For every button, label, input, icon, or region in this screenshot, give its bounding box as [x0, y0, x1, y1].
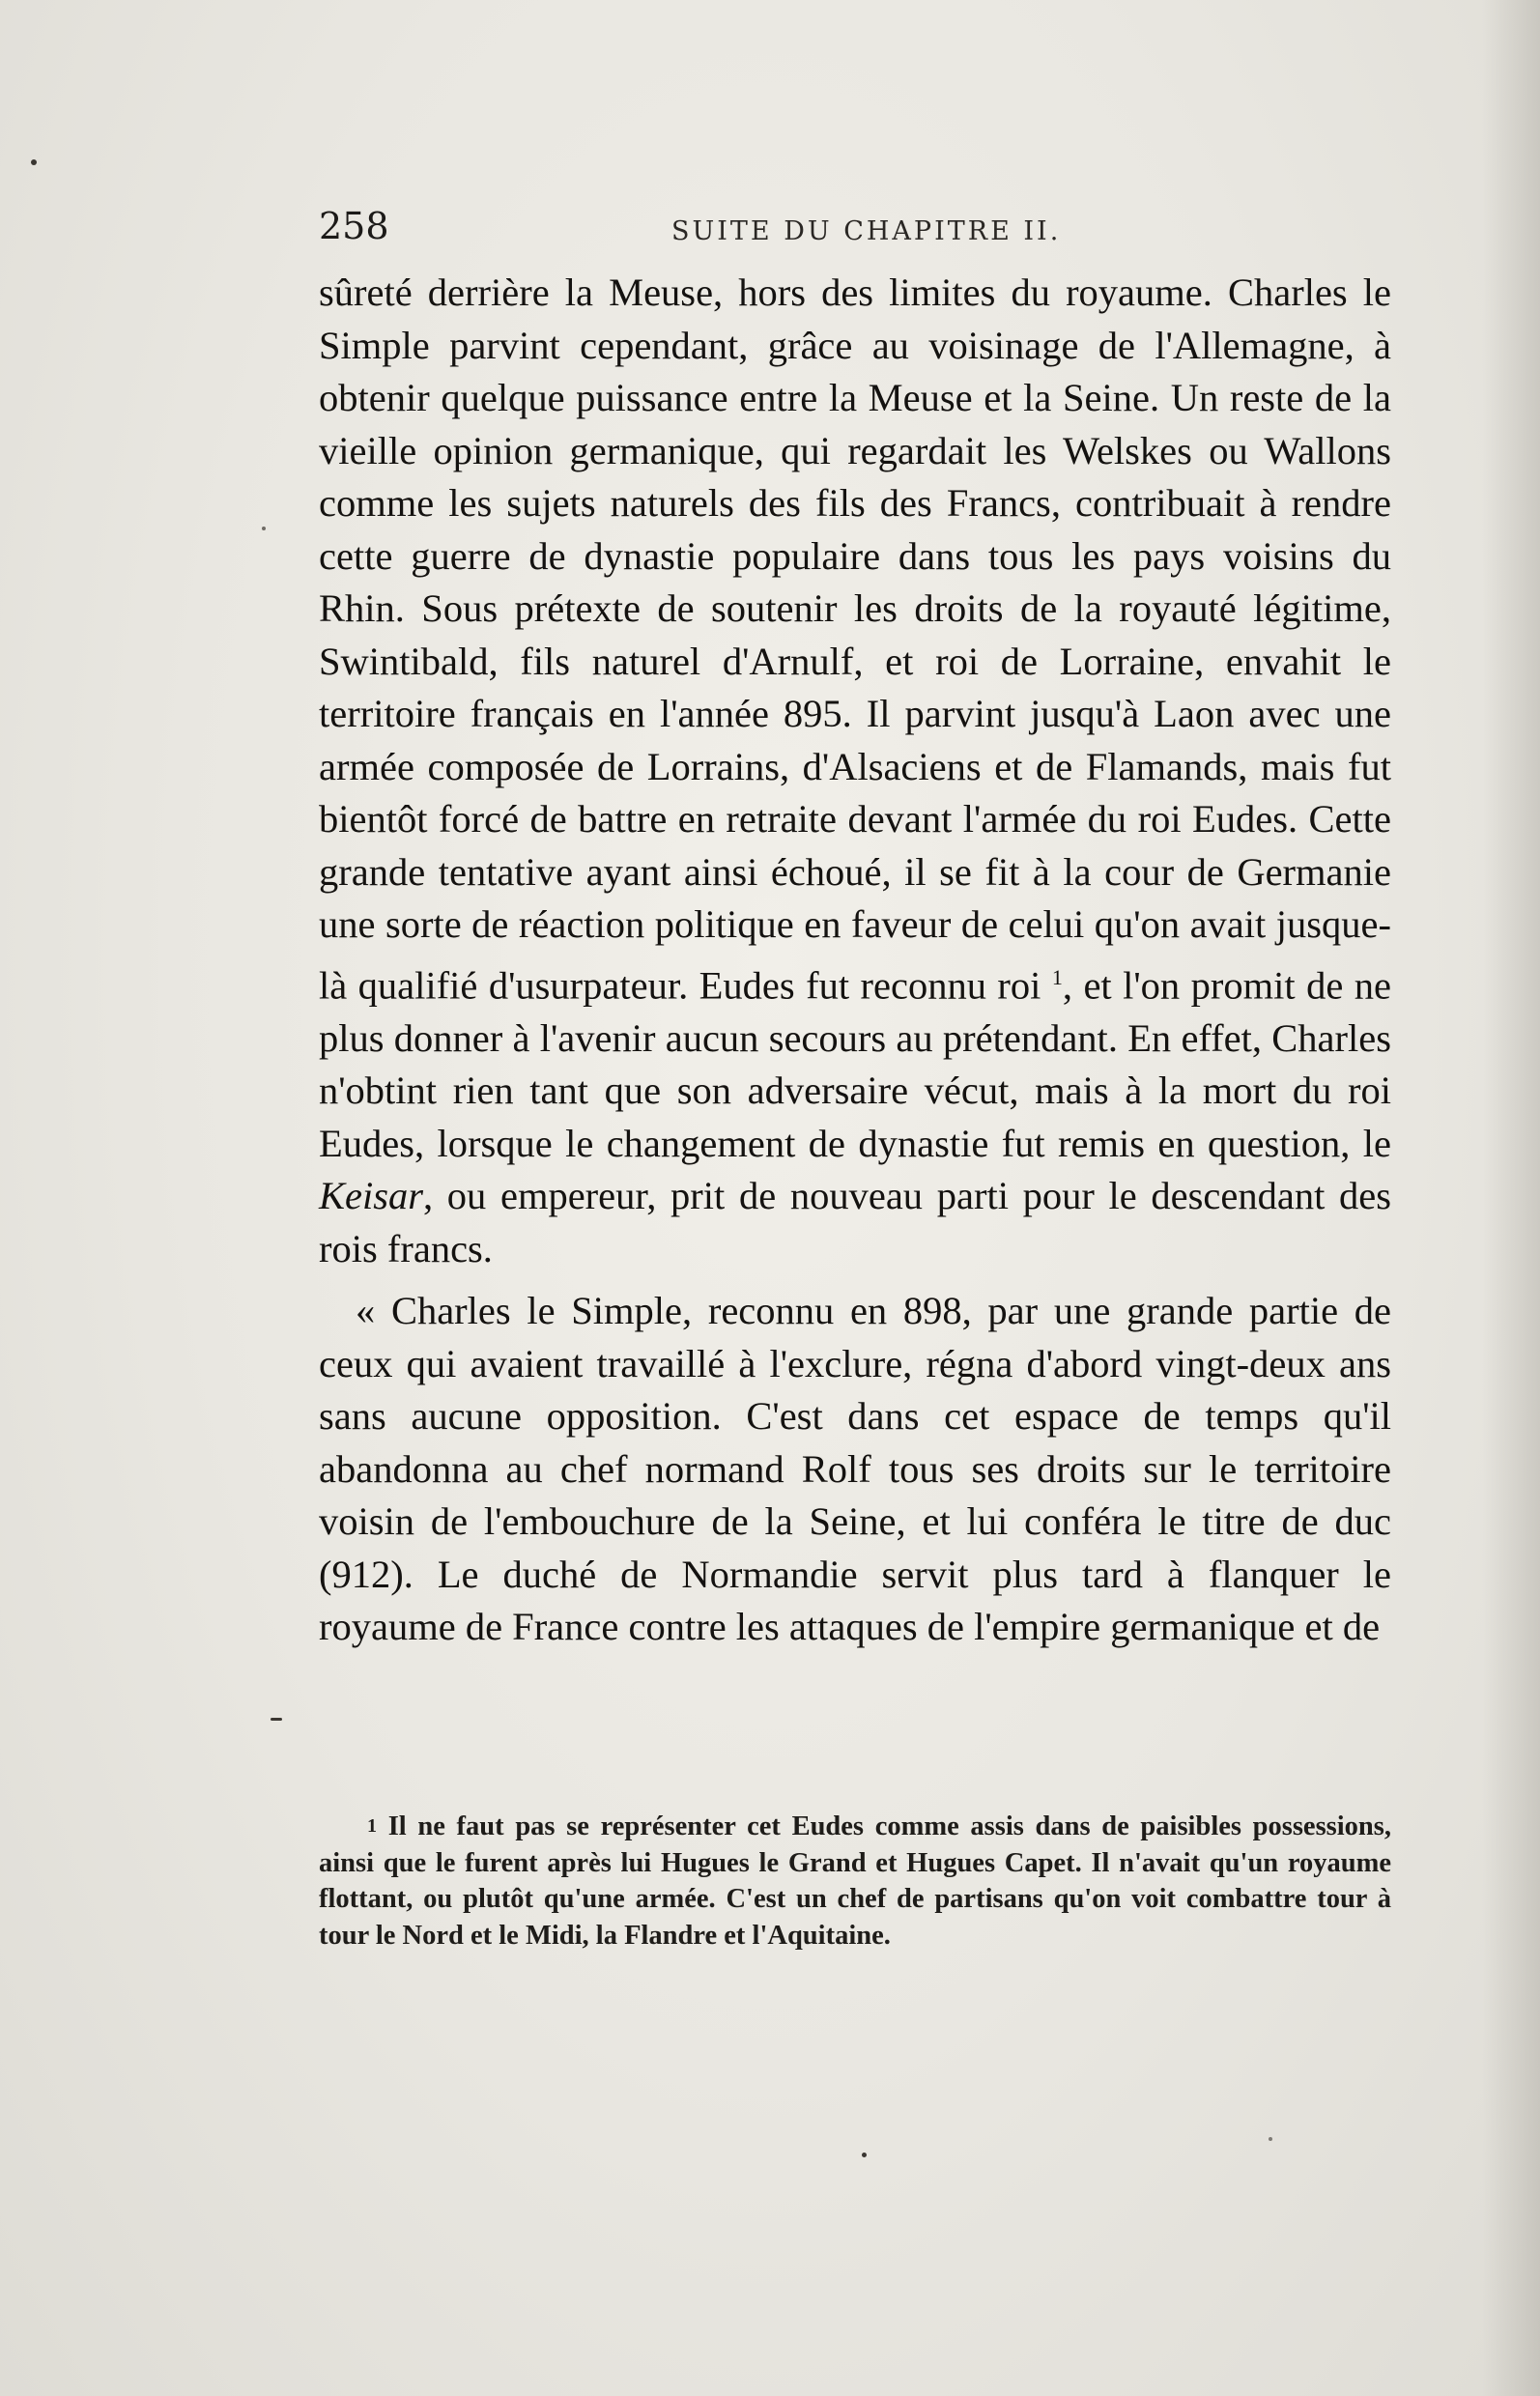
paragraph-1-text: sûreté derrière la Meuse, hors des limites du royaume. Charles le Simple parvint cependant, grâce au voisinage de l'Allemagne, à obtenir quelque puissance entre la Meuse et la Seine. Un reste de la vieille opinion germanique, qui regardait les Welskes ou Wallons comme les sujets naturels des fils des Francs, contribuait à rendre cette guerre de dynastie populaire dans tous les pays voisins du Rhin. Sous prétexte de soutenir les droits de la royauté légitime, Swintibald, fils naturel d'Arnulf, et roi de Lorraine, envahit le territoire français en l'année 895. Il parvint jusqu'à Laon avec une armée composée de Lorrains, d'Alsaciens et de Flamands, mais fut bientôt forcé de battre en retraite devant l'armée du roi Eudes. Cette grande tentative ayant ainsi échoué, il se fit à la cour de Germanie une sorte de réaction politique en faveur de celui qu'on avait jusque-là qualifié d'usurpateur. Eudes fut reconnu roi	[319, 271, 1391, 1007]
page-number: 258	[319, 205, 389, 247]
paper-speck	[271, 1718, 282, 1721]
chapter-header: SUITE DU CHAPITRE II.	[671, 216, 1062, 246]
paragraph-1-end: , ou empereur, prit de nouveau parti pour le descendant des rois francs.	[319, 1174, 1391, 1270]
footnote-text: Il ne faut pas se représenter cet Eudes comme assis dans de paisibles possessions, ainsi que le furent après lui Hugues le Grand et Hugues Capet. Il n'avait qu'un royaume flottant, ou plutôt qu'une armée. C'est un chef de partisans qu'on voit combattre tour à tour le Nord et le Midi, la Flandre et l'Aquitaine.	[319, 1811, 1392, 1951]
footnote	[319, 1809, 1391, 1954]
paper-speck	[1269, 2137, 1272, 2141]
paragraph-1	[319, 267, 1391, 1275]
paper-speck	[862, 2153, 867, 2157]
footnote-marker: 1	[367, 1815, 377, 1837]
paragraph-2: « Charles le Simple, reconnu en 898, par une grande partie de ceux qui avaient travaillé à l'exclure, régna d'abord vingt-deux ans sans aucune opposition. C'est dans cet espace de temps qu'il abandonna au chef normand Rolf tous ses droits sur le territoire voisin de l'embouchure de la Seine, et lui conféra le titre de duc (912). Le duché de Normandie servit plus tard à flanquer le royaume de France contre les attaques de l'empire germanique et de	[319, 1289, 1391, 1648]
main-text	[319, 267, 1391, 1654]
running-head	[319, 205, 1391, 253]
paper-speck	[31, 159, 37, 165]
keisar-term: Keisar	[319, 1174, 424, 1217]
footnote-reference: 1	[1051, 964, 1063, 989]
paper-speck	[262, 527, 266, 530]
paragraph-1-continued: , et l'on promit de ne plus donner à l'avenir aucun secours au prétendant. En effet, Charles n'obtint rien tant que son adversaire vécut, mais à la mort du roi Eudes, lorsque le changement de dynastie fut remis en question, le	[319, 963, 1391, 1165]
